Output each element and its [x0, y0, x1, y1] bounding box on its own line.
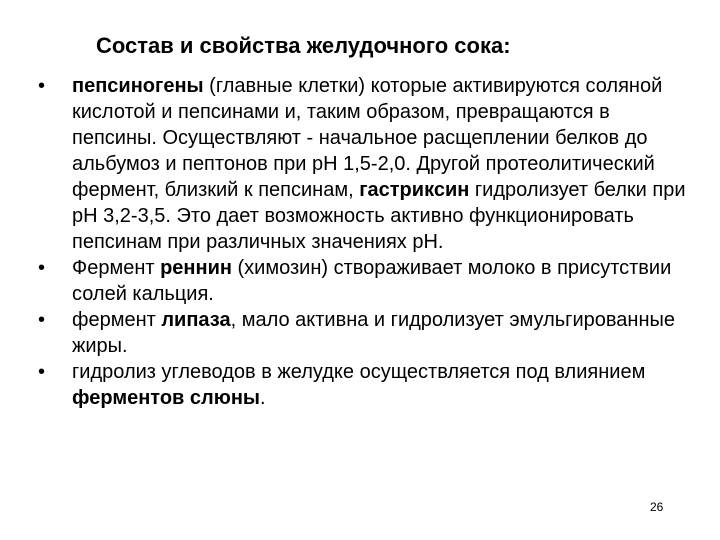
bullet-text: (химозин) створаживает молоко в присутствии солей кальция. [72, 257, 672, 305]
bullet-marker: • [38, 361, 46, 383]
page-number: 26 [650, 500, 664, 514]
term-gastricsin: гастриксин [359, 179, 470, 201]
bullet-item-pepsinogens [34, 73, 694, 255]
bullet-item-carbohydrates [34, 359, 694, 411]
bullet-marker: • [38, 309, 46, 331]
bullet-text: (главные клетки) которые активируются соляной кислотой и пепсинами и, таким образом, превращаются в пепсины. Осуществляют - начальное расщеплении белков до альбумоз и пептонов при pH 1,5-2,0. Другой протеолитический фермент, близкий к пепсинам, [72, 75, 663, 201]
bullet-item-lipase [34, 307, 694, 359]
bullet-text: . [259, 387, 266, 409]
bullet-list [34, 73, 694, 411]
term-pepsinogens: пепсиногены [72, 75, 204, 97]
bullet-text: гидролизует белки при pH 3,2-3,5. Это дает возможность активно функционировать пепсинам при различных значениях pH. [72, 179, 686, 253]
bullet-marker: • [38, 257, 46, 279]
bullet-item-rennin [34, 255, 694, 307]
term-rennin: реннин [160, 257, 232, 279]
bullet-marker: • [38, 75, 46, 97]
bullet-text: , мало активна и гидролизует эмульгированные жиры. [72, 309, 675, 357]
slide-title: Состав и свойства желудочного сока: [96, 33, 511, 58]
term-saliva-enzymes: ферментов слюны [72, 387, 260, 409]
bullet-text: гидролиз углеводов в желудке осуществляется под влиянием [72, 361, 646, 383]
term-lipase: липаза [161, 309, 231, 331]
bullet-text: фермент [72, 309, 162, 331]
bullet-text: Фермент [72, 257, 161, 279]
